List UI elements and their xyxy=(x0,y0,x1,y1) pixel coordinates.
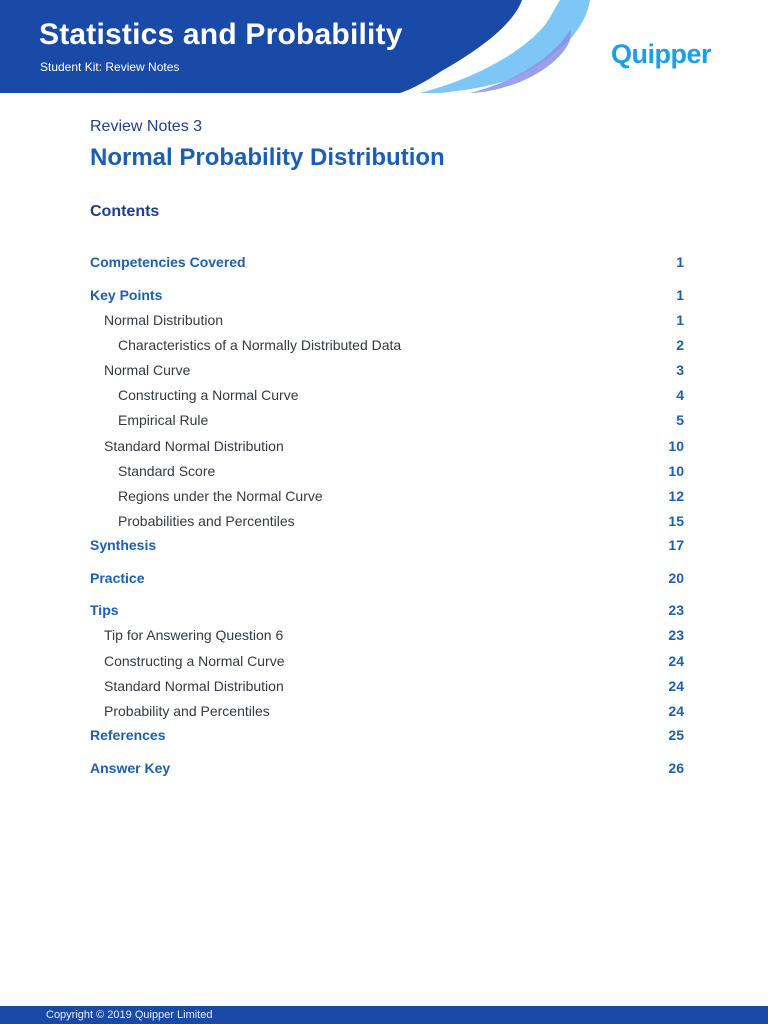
toc-item-empirical-rule[interactable] xyxy=(90,409,684,431)
toc-item-answer-key[interactable] xyxy=(90,757,684,779)
page-header xyxy=(0,0,768,93)
page-footer xyxy=(0,1006,768,1024)
page-title: Normal Probability Distribution xyxy=(90,144,445,171)
toc-item-page: 5 xyxy=(676,412,684,428)
toc-item-tips[interactable] xyxy=(90,599,684,621)
toc-item-label: Tips xyxy=(90,602,119,618)
toc-item-page: 12 xyxy=(668,488,684,504)
toc-item-page: 24 xyxy=(668,678,684,694)
toc-item-standard-normal-distribution[interactable] xyxy=(90,435,684,457)
toc-item-page: 1 xyxy=(676,254,684,270)
toc-item-label: Probability and Percentiles xyxy=(104,703,270,719)
course-title: Statistics and Probability xyxy=(39,18,403,51)
toc-item-page: 10 xyxy=(668,438,684,454)
copyright-notice: Copyright © 2019 Quipper Limited xyxy=(46,1009,213,1021)
toc-item-probabilities-percentiles[interactable] xyxy=(90,510,684,532)
toc-item-label: Standard Score xyxy=(118,463,216,479)
toc-item-regions-under-curve[interactable] xyxy=(90,485,684,507)
review-notes-label: Review Notes 3 xyxy=(90,118,203,135)
toc-item-label: Synthesis xyxy=(90,537,157,553)
toc-item-page: 26 xyxy=(668,760,684,776)
toc-item-label: Key Points xyxy=(90,287,163,303)
toc-item-page: 1 xyxy=(676,287,684,303)
toc-item-label: Constructing a Normal Curve xyxy=(104,653,285,669)
toc-item-label: Normal Curve xyxy=(104,362,191,378)
toc-item-label: Empirical Rule xyxy=(118,412,209,428)
toc-item-label: Standard Normal Distribution xyxy=(104,438,284,454)
toc-item-label: Practice xyxy=(90,570,145,586)
contents-heading: Contents xyxy=(90,203,160,220)
toc-item-label: Competencies Covered xyxy=(90,254,246,270)
toc-item-label: Constructing a Normal Curve xyxy=(118,387,299,403)
toc-item-page: 1 xyxy=(676,312,684,328)
toc-item-tips-standard-normal-distribution[interactable] xyxy=(90,675,684,697)
toc-item-competencies-covered[interactable] xyxy=(90,251,684,273)
toc-item-references[interactable] xyxy=(90,724,684,746)
toc-item-practice[interactable] xyxy=(90,567,684,589)
toc-item-page: 25 xyxy=(668,727,684,743)
course-subtitle: Student Kit: Review Notes xyxy=(40,60,180,74)
toc-item-page: 4 xyxy=(676,387,684,403)
toc-item-label: Standard Normal Distribution xyxy=(104,678,284,694)
toc-item-tips-constructing-normal-curve[interactable] xyxy=(90,650,684,672)
toc-item-page: 23 xyxy=(668,627,684,643)
toc-item-page: 24 xyxy=(668,653,684,669)
toc-item-standard-score[interactable] xyxy=(90,460,684,482)
toc-item-page: 10 xyxy=(668,463,684,479)
toc-item-label: Regions under the Normal Curve xyxy=(118,488,323,504)
toc-item-label: References xyxy=(90,727,166,743)
toc-item-tip-question-6[interactable] xyxy=(90,624,684,646)
toc-item-characteristics[interactable] xyxy=(90,334,684,356)
toc-item-tips-probability-percentiles[interactable] xyxy=(90,700,684,722)
toc-item-page: 24 xyxy=(668,703,684,719)
quipper-logo: Quipper xyxy=(611,39,712,69)
toc-item-page: 20 xyxy=(668,570,684,586)
toc-item-page: 23 xyxy=(668,602,684,618)
toc-item-page: 3 xyxy=(676,362,684,378)
toc-item-page: 15 xyxy=(668,513,684,529)
toc-item-label: Characteristics of a Normally Distributed Data xyxy=(118,337,402,353)
toc-item-normal-curve[interactable] xyxy=(90,359,684,381)
toc-item-label: Probabilities and Percentiles xyxy=(118,513,295,529)
toc-item-synthesis[interactable] xyxy=(90,534,684,556)
toc-item-label: Normal Distribution xyxy=(104,312,224,328)
toc-item-page: 17 xyxy=(668,537,684,553)
toc-item-constructing-normal-curve[interactable] xyxy=(90,384,684,406)
toc-item-normal-distribution[interactable] xyxy=(90,309,684,331)
toc-item-label: Answer Key xyxy=(90,760,171,776)
toc-item-page: 2 xyxy=(676,337,684,353)
toc-item-label: Tip for Answering Question 6 xyxy=(104,627,284,643)
toc-item-key-points[interactable] xyxy=(90,284,684,306)
